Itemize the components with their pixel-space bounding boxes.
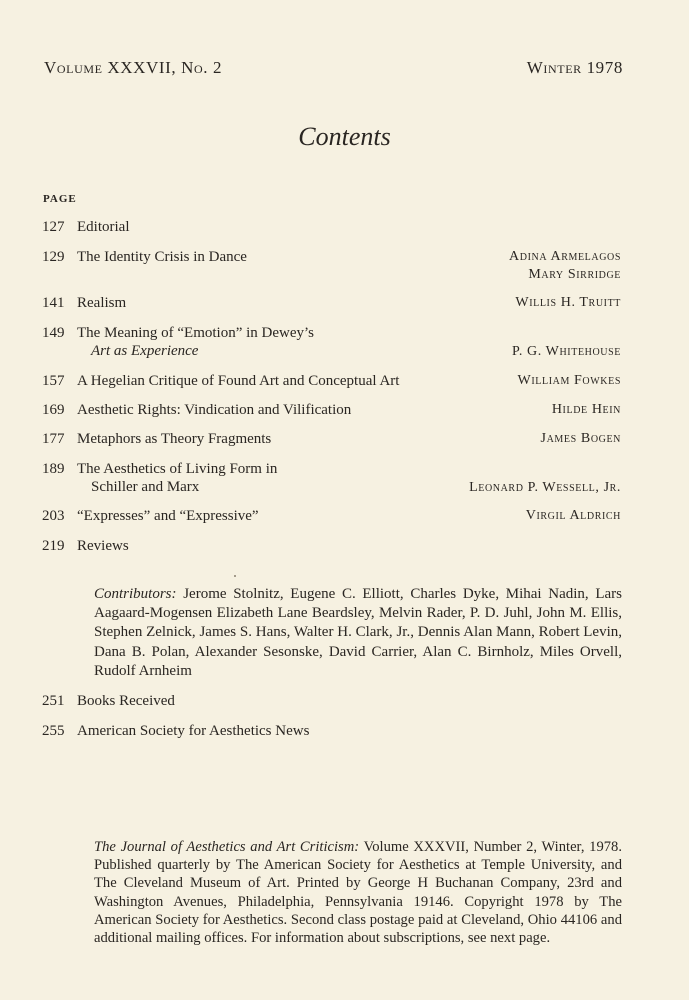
author-name: P. G. Whitehouse (511, 344, 621, 359)
volume-number: Volume XXXVII, No. 2 (44, 58, 223, 77)
toc-authors (469, 479, 621, 497)
publication-notice (94, 838, 622, 947)
author-name: Leonard P. Wessell, Jr. (469, 480, 621, 495)
toc-title: Realism (77, 295, 127, 311)
toc-page-number: 129 (42, 249, 65, 265)
journal-name: The Journal of Aesthetics and Art Criticism: (94, 839, 360, 855)
toc-title: “Expresses” and “Expressive” (77, 508, 259, 524)
author-name: Willis H. Truitt (515, 295, 621, 310)
toc-title: Metaphors as Theory Fragments (77, 431, 272, 447)
toc-title: Books Received (77, 693, 175, 709)
toc-page-number: 169 (42, 402, 65, 418)
toc-title-line: The Aesthetics of Living Form in (77, 461, 278, 477)
contributors-paragraph (94, 585, 622, 681)
toc-page-number: 127 (42, 219, 65, 235)
page-column-label: PAGE (43, 193, 77, 205)
toc-page-number: 203 (42, 508, 65, 524)
toc-page-number: 189 (42, 461, 65, 477)
toc-title (77, 460, 497, 496)
toc-authors (509, 248, 621, 284)
toc-authors (552, 401, 621, 419)
toc-title: The Identity Crisis in Dance (77, 249, 247, 265)
author-name: Virgil Aldrich (525, 508, 621, 523)
toc-authors (518, 372, 621, 390)
author-name: James Bogen (540, 431, 621, 446)
toc-title: Aesthetic Rights: Vindication and Vilification (77, 402, 352, 418)
contributors-list: Jerome Stolnitz, Eugene C. Elliott, Charles Dyke, Mihai Nadin, Lars Aagaard-Mogensen Elizabeth Lane Beardsley, Melvin Rader, P. D. Juhl, John M. Ellis, Stephen Zelnick, James S. Hans, Walter H. Clark, Jr., Dennis Alan Mann, Robert Levin, Dana B. Polan, Alexander Sesonske, David Carrier, Alan C. Birnholz, Miles Orvell, Rudolf Arnheim (94, 586, 623, 679)
toc-title (77, 324, 497, 360)
author-name: Hilde Hein (551, 402, 621, 417)
author-name: William Fowkes (517, 373, 621, 388)
toc-title: Reviews (77, 538, 129, 554)
toc-page-number: 251 (42, 693, 65, 709)
toc-title-line: Schiller and Marx (91, 479, 200, 495)
toc-page-number: 177 (42, 431, 65, 447)
issue-season: Winter 1978 (526, 58, 623, 77)
toc-page-number: 149 (42, 325, 65, 341)
toc-authors (526, 507, 621, 525)
page-title: Contents (298, 122, 391, 151)
toc-page-number: 141 (42, 295, 65, 311)
toc-title: Editorial (77, 219, 130, 235)
toc-title-line-italic: Art as Experience (91, 343, 199, 359)
toc-authors (541, 430, 621, 448)
print-speck (234, 575, 236, 577)
publication-details: Volume XXXVII, Number 2, Winter, 1978. Published quarterly by The American Society for Aesthetics at Temple University, and The Cleveland Museum of Art. Printed by George H Buchanan Company, 23rd and Washington Avenues, Philadelphia, Pennsylvania 19146. Copyright 1978 by The American Society for Aesthetics. Second class postage paid at Cleveland, Ohio 44106 and additional mailing offices. For information about subscriptions, see next page. (94, 839, 622, 947)
toc-title: American Society for Aesthetics News (77, 723, 310, 739)
toc-authors (515, 294, 621, 312)
toc-page-number: 157 (42, 373, 65, 389)
toc-page-number: 255 (42, 723, 65, 739)
author-name: Mary Sirridge (528, 267, 621, 282)
author-name: Adina Armelagos (509, 249, 621, 264)
toc-authors (512, 343, 621, 361)
toc-page-number: 219 (42, 538, 65, 554)
contributors-label: Contributors: (94, 586, 177, 602)
toc-title: A Hegelian Critique of Found Art and Conceptual Art (77, 373, 400, 389)
toc-title-line: The Meaning of “Emotion” in Dewey’s (77, 325, 315, 341)
